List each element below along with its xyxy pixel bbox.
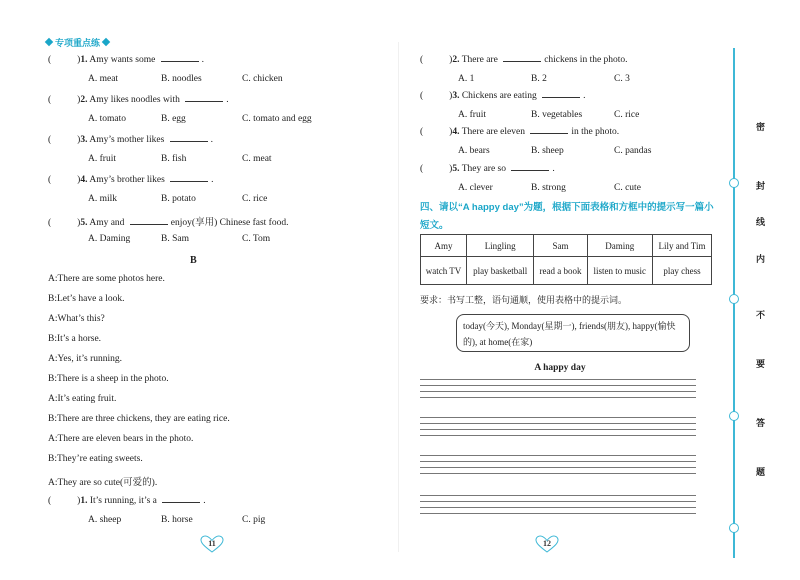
option-b: B. strong <box>531 183 566 193</box>
seal-char: 密 <box>756 122 766 132</box>
diamond-icon <box>45 38 53 46</box>
answer-blank <box>162 495 200 503</box>
word-hint-box: today(今天), Monday(星期一), friends(朋友), happy(愉快的), at home(在家) <box>456 314 690 352</box>
question-text: Chickens are eating <box>461 91 537 101</box>
question-text-after: . <box>226 95 229 105</box>
question-line <box>48 214 288 228</box>
seal-char: 内 <box>756 254 766 264</box>
writing-line[interactable] <box>420 467 696 468</box>
seal-char: 要 <box>756 359 766 369</box>
writing-line[interactable] <box>420 455 696 456</box>
option-b: B. egg <box>161 114 186 124</box>
question-line <box>420 163 555 174</box>
answer-blank <box>170 174 208 182</box>
paren-close: ) <box>77 175 81 185</box>
page-number-left: 11 <box>200 535 224 553</box>
option-c: C. rice <box>242 194 268 204</box>
seal-char: 封 <box>756 181 766 191</box>
question-line <box>48 54 204 65</box>
seal-circle <box>729 523 739 533</box>
question-text-after: . <box>583 91 586 101</box>
question-number: 3. <box>80 135 88 145</box>
answer-blank <box>170 134 208 142</box>
seal-char: 不 <box>756 310 766 320</box>
option-c: C. Tom <box>242 234 271 244</box>
option-a: A. milk <box>88 194 118 204</box>
question-line <box>48 94 229 105</box>
question-number: 5. <box>80 218 88 228</box>
writing-line[interactable] <box>420 429 696 430</box>
question-text: They are so <box>461 164 507 174</box>
paren-open: ( <box>420 55 424 65</box>
option-a: A. fruit <box>88 154 116 164</box>
option-c: C. pandas <box>614 146 652 156</box>
paren-open: ( <box>420 127 424 137</box>
answer-blank <box>511 163 549 171</box>
table-cell-activity: play chess <box>652 257 711 285</box>
question-text-after: enjoy(享用) Chinese fast food. <box>170 218 289 228</box>
paren-close: ) <box>449 127 453 137</box>
option-a: A. fruit <box>458 110 486 120</box>
option-c: C. tomato and egg <box>242 114 312 124</box>
table-cell-name: Sam <box>534 235 587 257</box>
question-number: 3. <box>452 91 460 101</box>
table-cell-name: Amy <box>421 235 467 257</box>
answer-blank <box>161 54 199 62</box>
dialogue-line: A:They are so cute(可爱的). <box>48 478 158 488</box>
question-text: Amy likes noodles with <box>89 95 180 105</box>
paren-close: ) <box>449 164 453 174</box>
question-line <box>420 126 619 137</box>
paren-open: ( <box>420 164 424 174</box>
writing-line[interactable] <box>420 385 696 386</box>
writing-line[interactable] <box>420 507 696 508</box>
option-b: B. Sam <box>161 234 189 244</box>
section-header: 专项重点练 <box>46 36 109 49</box>
question-line <box>420 90 586 101</box>
paren-close: ) <box>77 95 81 105</box>
paren-close: ) <box>77 55 81 65</box>
paren-close: ) <box>77 135 81 145</box>
question-line <box>420 54 628 65</box>
task4-instruction: 四、请以“A happy day”为题，根据下面表格和方框中的提示写一篇小短文。 <box>420 202 714 231</box>
seal-char: 题 <box>756 467 766 477</box>
essay-title: A happy day <box>534 363 586 373</box>
seal-circle <box>729 294 739 304</box>
writing-line[interactable] <box>420 461 696 462</box>
dialogue-line: A:It’s eating fruit. <box>48 394 117 404</box>
table-cell-activity: read a book <box>534 257 587 285</box>
writing-line[interactable] <box>420 423 696 424</box>
dialogue-line: B:There are three chickens, they are eating rice. <box>48 414 230 424</box>
option-a: A. meat <box>88 74 119 84</box>
question-text-after: . <box>552 164 555 174</box>
option-b: B. potato <box>161 194 196 204</box>
question-number: 2. <box>452 55 460 65</box>
option-c: C. rice <box>614 110 640 120</box>
table-cell-name: Lily and Tim <box>652 235 711 257</box>
paren-open: ( <box>48 95 52 105</box>
hint-table <box>420 234 712 285</box>
seal-circle <box>729 411 739 421</box>
option-a: A. bears <box>458 146 490 156</box>
option-b: B. sheep <box>531 146 564 156</box>
paren-open: ( <box>48 496 52 506</box>
dialogue-line: A:Yes, it’s running. <box>48 354 122 364</box>
table-cell-activity: listen to music <box>587 257 652 285</box>
option-b: B. noodles <box>161 74 202 84</box>
paren-open: ( <box>48 218 52 228</box>
seal-char: 答 <box>756 418 766 428</box>
seal-char: 线 <box>756 217 766 227</box>
question-text: Amy’s brother likes <box>89 175 165 185</box>
option-c: C. cute <box>614 183 641 193</box>
paren-open: ( <box>48 135 52 145</box>
writing-line[interactable] <box>420 513 696 514</box>
writing-line[interactable] <box>420 435 696 436</box>
table-cell-name: Lingling <box>467 235 534 257</box>
writing-line[interactable] <box>420 501 696 502</box>
question-text: Amy wants some <box>89 55 156 65</box>
answer-blank <box>503 54 541 62</box>
question-text: It’s running, it’s a <box>89 496 157 506</box>
answer-blank <box>530 126 568 134</box>
dialogue-line: A:There are eleven bears in the photo. <box>48 434 194 444</box>
section-b-title: B <box>190 255 197 266</box>
question-text: There are eleven <box>461 127 525 137</box>
question-text-after: chickens in the photo. <box>544 55 628 65</box>
diamond-icon <box>102 38 110 46</box>
writing-line[interactable] <box>420 391 696 392</box>
option-c: C. chicken <box>242 74 283 84</box>
table-cell-name: Daming <box>587 235 652 257</box>
paren-open: ( <box>48 175 52 185</box>
dialogue-line: B:It’s a horse. <box>48 334 102 344</box>
answer-blank <box>185 94 223 102</box>
option-a: A. Daming <box>88 234 131 244</box>
dialogue-line: A:What’s this? <box>48 314 105 324</box>
paren-open: ( <box>48 55 52 65</box>
answer-blank <box>542 90 580 98</box>
question-text: Amy and <box>89 218 125 228</box>
option-c: C. 3 <box>614 74 630 84</box>
question-line <box>48 495 206 506</box>
question-line <box>48 134 213 145</box>
option-a: A. sheep <box>88 515 122 525</box>
right-page <box>400 0 800 580</box>
dialogue-line: B:They’re eating sweets. <box>48 454 143 464</box>
option-b: B. fish <box>161 154 187 164</box>
dialogue-line: B:There is a sheep in the photo. <box>48 374 169 384</box>
table-cell-activity: play basketball <box>467 257 534 285</box>
question-number: 5. <box>452 164 460 174</box>
requirement-text: 要求：书写工整，语句通顺，使用表格中的提示词。 <box>420 295 628 305</box>
paren-close: ) <box>449 55 453 65</box>
option-a: A. clever <box>458 183 493 193</box>
option-c: C. pig <box>242 515 266 525</box>
answer-blank <box>130 217 168 225</box>
writing-line[interactable] <box>420 379 696 380</box>
option-a: A. tomato <box>88 114 126 124</box>
option-a: A. 1 <box>458 74 475 84</box>
question-number: 1. <box>80 496 88 506</box>
question-number: 2. <box>80 95 88 105</box>
question-text-after: . <box>201 55 205 65</box>
writing-line[interactable] <box>420 473 696 474</box>
paren-close: ) <box>449 91 453 101</box>
question-number: 4. <box>80 175 88 185</box>
paren-open: ( <box>420 91 424 101</box>
question-number: 1. <box>80 55 88 65</box>
dialogue-line: B:Let’s have a look. <box>48 294 125 304</box>
option-b: B. 2 <box>531 74 547 84</box>
question-line <box>48 174 214 185</box>
option-b: B. vegetables <box>531 110 583 120</box>
paren-close: ) <box>77 218 81 228</box>
question-text-after: . <box>211 175 214 185</box>
paren-close: ) <box>77 496 81 506</box>
question-text: Amy’s mother likes <box>89 135 165 145</box>
page-number-right: 12 <box>535 535 559 553</box>
writing-line[interactable] <box>420 417 696 418</box>
question-text-after: . <box>210 135 214 145</box>
question-text-after: . <box>203 496 206 506</box>
question-text: There are <box>461 55 498 65</box>
writing-line[interactable] <box>420 495 696 496</box>
option-c: C. meat <box>242 154 272 164</box>
question-text-after: in the photo. <box>571 127 620 137</box>
table-cell-activity: watch TV <box>421 257 467 285</box>
question-number: 4. <box>452 127 460 137</box>
option-b: B. horse <box>161 515 193 525</box>
writing-line[interactable] <box>420 397 696 398</box>
dialogue-line: A:There are some photos here. <box>48 274 165 284</box>
seal-circle <box>729 178 739 188</box>
